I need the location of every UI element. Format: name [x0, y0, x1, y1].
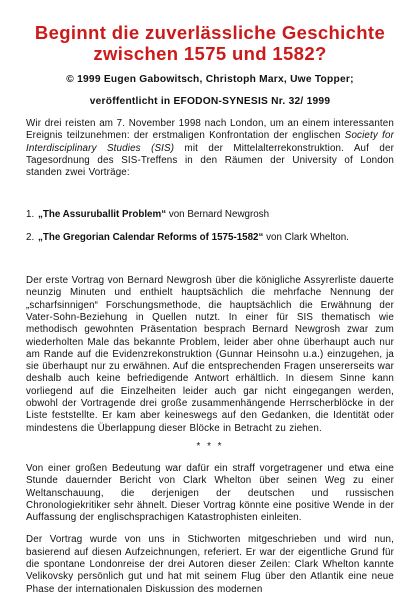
talk-item: [26, 209, 394, 221]
title-line-1: Beginnt die zuverlässliche Geschichte: [34, 22, 386, 43]
talk-title: „The Gregorian Calendar Reforms of 1575-1582“: [38, 231, 264, 243]
intro-text-2: mit der Mittelalterrekonstruktion. Auf der Tagesordnung des SIS-Treffens in den Räumen der University of London standen zwei Vorträge:: [26, 142, 394, 179]
document-title: [26, 22, 394, 64]
lecture-report-paragraph: Der Vortrag wurde von uns in Stichworten mitgeschrieben und wird nun, basierend auf diesen Aufzeichnungen, referiert. Er war der eigentliche Grund für die spontane Londonreise der drei Autoren dieser Zeilen: Clark Whelton kannte Velikovsky persönlich gut und hat mit seinem Flug über den Atlantik eine neue Phase der internationalen Diskussion des modernen: [26, 534, 394, 595]
document-page: [26, 22, 394, 596]
title-line-2: zwischen 1575 und 1582?: [93, 43, 327, 64]
talk-number: 2.: [26, 231, 35, 243]
authors-byline: © 1999 Eugen Gabowitsch, Christoph Marx, Uwe Topper;: [66, 74, 354, 85]
talk-title: „The Assuruballit Problem“: [38, 209, 167, 221]
talk-speaker: von Clark Whelton.: [263, 231, 349, 243]
talk-speaker: von Bernard Newgrosh: [166, 209, 270, 221]
section-separator: * * *: [196, 440, 224, 452]
whelton-paragraph: Von einer großen Bedeutung war dafür ein straff vorgetragener und etwa eine Stunde dauernder Bericht von Clark Whelton über seinen Weg zu einer Weltanschauung, die derjenigen der deutschen und russischen Chronologiekritiker sehr ähnelt. Dieser Vortrag könnte eine positive Wende in der Auffassung der englischsprachigen Katastrophisten einleiten.: [26, 462, 394, 524]
intro-paragraph: [26, 118, 394, 179]
talk-text: [38, 232, 349, 244]
intro-text-1: Wir drei reisten am 7. November 1998 nach London, um an einem interessanten Ereignis teilzunehmen: der erstmaligen Konfrontation der englischen: [26, 118, 394, 142]
talk-number: 1.: [26, 209, 35, 221]
talk-list: [26, 209, 394, 244]
publication-info: veröffentlicht in EFODON-SYNESIS Nr. 32/ 1999: [89, 96, 331, 107]
newgrosh-paragraph: Der erste Vortrag von Bernard Newgrosh über die königliche Assyrerliste dauerte neunzig Minuten und enthielt hauptsächlich die mehrfache Nennung der „scharfsinnigen“ Forschungsmethode, die hauptsächlich die Erwähnung der Vater-Sohn-Beziehung in Quellen nutzt. In einer für SIS thematisch wie methodisch gewohnten Präsentation besprach Bernard Newgrosh zwar zum wiederholten Male das bekannte Problem, leider aber ohne überhaupt auch nur am Rande auf die Evidenzrekonstruktion (Gunnar Heinsohn u.a.) einzugehen, ja sie überhaupt nur zu erwähnen. Auf die entsprechenden Fragen unsererseits war deshalb auch keine befriedigende Antwort erhältlich. In diesem Sinne kann vorliegend auf die Einzelheiten leider auch gar nicht eingegangen werden, obwohl der Vortragende drei große zusammenhängende Herrscherblöcke in der Liste feststellte. Er kam aber keineswegs auf den Gedanken, die Identität oder mindestens die Überlappung dieser Blöcke in Betracht zu ziehen.: [26, 275, 394, 434]
intro-italic: Society for Interdisciplinary Studies (SIS): [26, 130, 394, 154]
talk-text: [38, 209, 269, 221]
talk-item: [26, 232, 394, 244]
